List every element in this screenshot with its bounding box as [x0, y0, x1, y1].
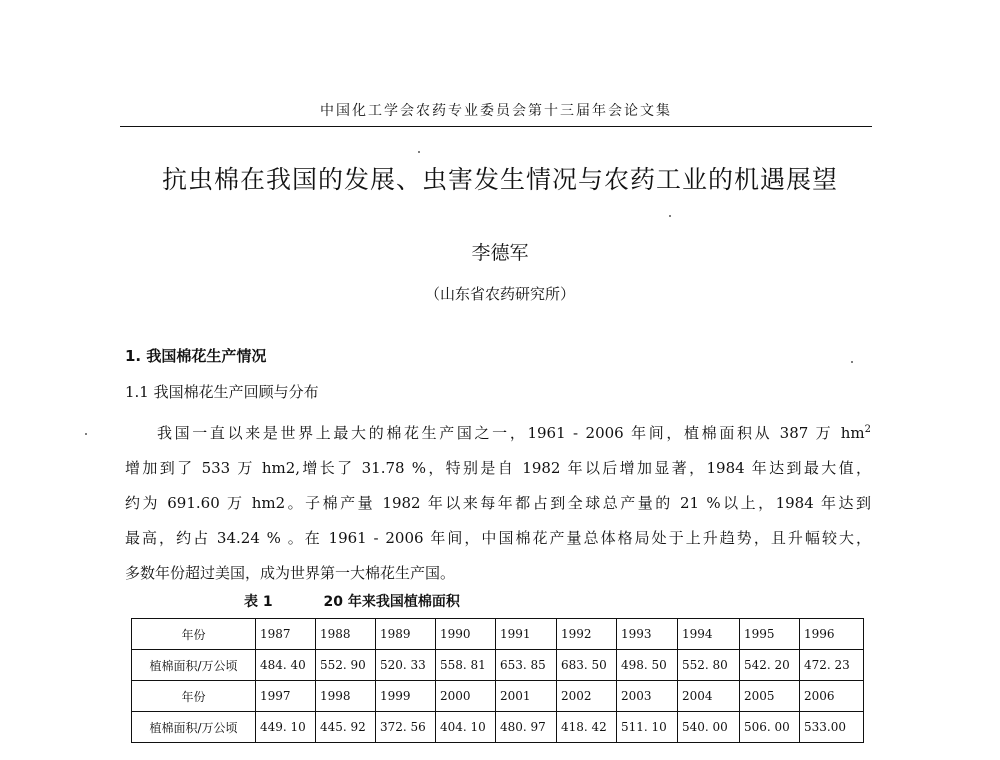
subsection-heading: 1.1 我国棉花生产回顾与分布	[125, 383, 319, 401]
table-row	[132, 619, 864, 650]
table-cell: 2003	[617, 681, 678, 712]
table-cell: 498. 50	[617, 650, 678, 681]
table-row-header: 植棉面积/万公顷	[132, 712, 256, 743]
table-cell: 2002	[557, 681, 617, 712]
author-affiliation: （山东省农药研究所）	[424, 285, 575, 303]
scan-speck	[418, 151, 420, 153]
table-cell: 1994	[678, 619, 740, 650]
table-cell: 418. 42	[557, 712, 617, 743]
table-cell: 1998	[316, 681, 376, 712]
scan-speck	[85, 433, 87, 435]
table-cell: 533.00	[800, 712, 864, 743]
table-cell: 1997	[256, 681, 316, 712]
table-cell: 2006	[800, 681, 864, 712]
table-cell: 2004	[678, 681, 740, 712]
table-cell: 480. 97	[496, 712, 557, 743]
body-paragraph	[125, 416, 871, 591]
author-name: 李德军	[471, 242, 529, 264]
table-cell: 552. 80	[678, 650, 740, 681]
table-cell: 506. 00	[740, 712, 800, 743]
table-cell: 1995	[740, 619, 800, 650]
table-caption-label: 表 1	[244, 594, 273, 610]
table-cell: 1988	[316, 619, 376, 650]
table-caption	[244, 591, 460, 611]
cotton-area-table	[131, 618, 864, 743]
scan-speck	[669, 215, 671, 217]
paragraph-line: 多数年份超过美国，成为世界第一大棉花生产国。	[125, 564, 456, 582]
table-cell: 520. 33	[376, 650, 436, 681]
table-cell: 1987	[256, 619, 316, 650]
table-cell: 1992	[557, 619, 617, 650]
table-cell: 558. 81	[436, 650, 496, 681]
superscript: 2	[864, 424, 871, 435]
table-row-header: 年份	[132, 619, 256, 650]
table-cell: 1990	[436, 619, 496, 650]
running-header: 中国化工学会农药专业委员会第十三届年会论文集	[320, 103, 672, 119]
table-cell: 683. 50	[557, 650, 617, 681]
table-cell: 2005	[740, 681, 800, 712]
table-cell: 1996	[800, 619, 864, 650]
table-caption-title: 20 年来我国植棉面积	[323, 594, 460, 610]
paragraph-line: 约为 691.60 万 hm2。子棉产量 1982 年以来每年都占到全球总产量的 21 %以上，1984 年达到	[125, 494, 871, 512]
section-heading: 1. 我国棉花生产情况	[125, 347, 267, 365]
table-cell: 484. 40	[256, 650, 316, 681]
table-cell: 552. 90	[316, 650, 376, 681]
table-cell: 372. 56	[376, 712, 436, 743]
table-cell: 1989	[376, 619, 436, 650]
table-row-header: 植棉面积/万公顷	[132, 650, 256, 681]
table-cell: 1999	[376, 681, 436, 712]
table-row	[132, 712, 864, 743]
table-cell: 540. 00	[678, 712, 740, 743]
table-row-header: 年份	[132, 681, 256, 712]
paragraph-line: 增加到了 533 万 hm2,增长了 31.78 %，特别是自 1982 年以后增加显著，1984 年达到最大值，	[125, 459, 871, 477]
table-row	[132, 681, 864, 712]
table-cell: 445. 92	[316, 712, 376, 743]
table-cell: 511. 10	[617, 712, 678, 743]
table-cell: 449. 10	[256, 712, 316, 743]
paragraph-line: 最高，约占 34.24 % 。在 1961 - 2006 年间，中国棉花产量总体格局处于上升趋势，且升幅较大，	[125, 529, 871, 547]
table-cell: 1991	[496, 619, 557, 650]
table-cell: 404. 10	[436, 712, 496, 743]
paper-title: 抗虫棉在我国的发展、虫害发生情况与农药工业的机遇展望	[161, 165, 838, 194]
table-cell: 542. 20	[740, 650, 800, 681]
paragraph-line	[125, 416, 871, 451]
table-cell: 2000	[436, 681, 496, 712]
header-rule	[120, 126, 872, 127]
paragraph-line-text: 我国一直以来是世界上最大的棉花生产国之一，1961 - 2006 年间，植棉面积从 387 万 hm	[157, 424, 865, 442]
table-cell: 2001	[496, 681, 557, 712]
table-cell: 472. 23	[800, 650, 864, 681]
table-row	[132, 650, 864, 681]
scan-speck	[851, 361, 853, 363]
table-cell: 653. 85	[496, 650, 557, 681]
table-cell: 1993	[617, 619, 678, 650]
